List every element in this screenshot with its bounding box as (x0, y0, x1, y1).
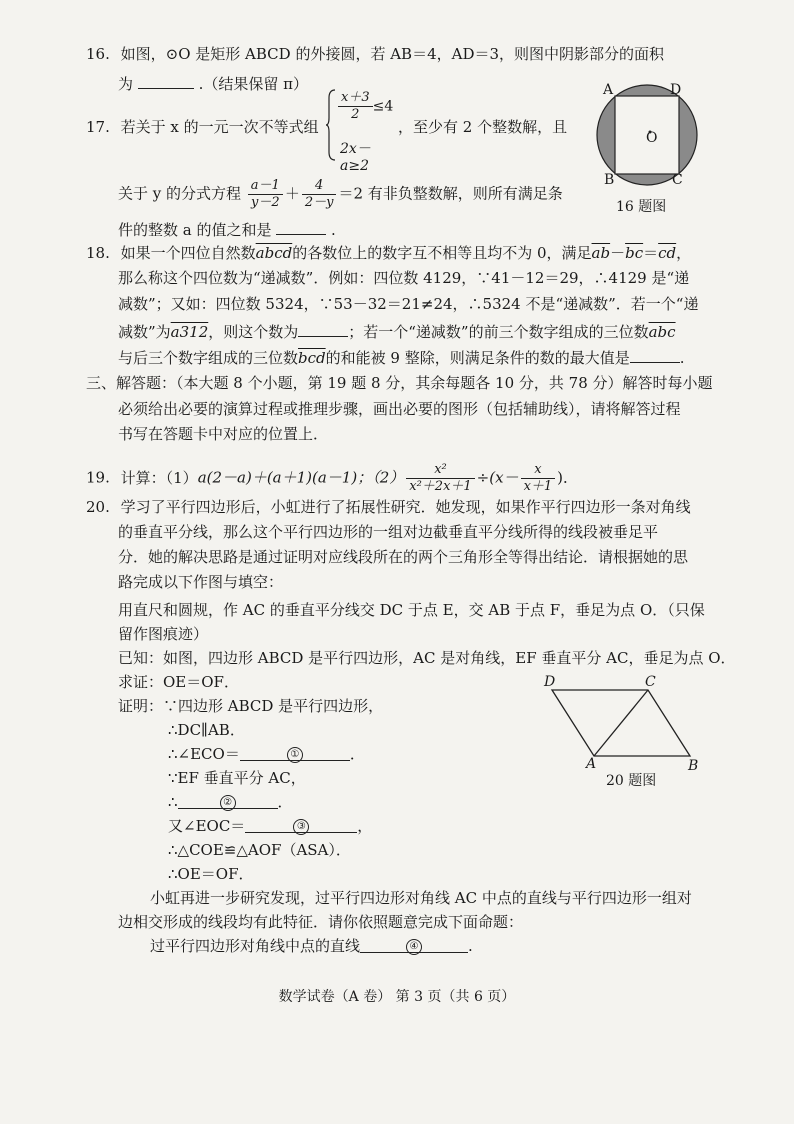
q17-ineq2: 2x－a≥2 (340, 141, 371, 174)
q19-frac-numerator: x² (406, 462, 474, 479)
q20-line10: ∴DC∥AB． (168, 721, 245, 739)
q18-l5-end: . (679, 349, 685, 367)
q18-l1-bc: $\overline{bc}$ (625, 244, 644, 262)
q18-answer-blank-2[interactable] (630, 346, 680, 363)
q18-line5 (118, 346, 685, 368)
q17-number: 17. (86, 118, 110, 136)
q20-l13-pre: ∴ (168, 793, 178, 811)
q16-label-O: O (646, 130, 658, 146)
q20-line9: 证明：∵四边形 ABCD 是平行四边形， (118, 697, 384, 715)
q19-number: 19. (86, 468, 110, 487)
q20-l14-end: ， (357, 817, 373, 835)
q20-line14 (168, 816, 372, 836)
q19-div: ÷(x－ (476, 468, 519, 487)
q20-line6: 留作图痕迹） (118, 625, 209, 643)
q18-l4-a312: a312 (170, 323, 209, 341)
q16-line1 (86, 44, 664, 64)
q20-label-B: B (688, 758, 699, 774)
q17-plus: ＋ (284, 184, 300, 203)
q17-line2-post: ＝2 有非负整数解，则所有满足条 (338, 184, 563, 203)
q16-line2 (118, 72, 308, 94)
q20-line11 (168, 744, 365, 764)
q20-label-C: C (645, 674, 656, 690)
q20-blank-3[interactable] (245, 816, 357, 833)
q17-answer-blank[interactable] (276, 218, 326, 235)
q20-l14-pre: 又∠EOC＝ (168, 817, 246, 835)
q20-l19-end: . (468, 937, 473, 955)
q17-line2-pre: 关于 y 的分式方程 (118, 184, 242, 203)
q16-label-B: B (604, 172, 615, 188)
q19-frac2-numerator: x (521, 462, 556, 479)
q20-line18: 边相交形成的线段均有此特征．请你依照题意完成下面命题： (118, 913, 524, 931)
q20-blank-2[interactable] (178, 792, 278, 809)
q19-frac2-denominator: x＋1 (523, 479, 553, 494)
q18-l1-end: ， (676, 244, 692, 262)
q19-pre: 计算：（1） (120, 468, 198, 487)
q20-line12: ∵EF 垂直平分 AC， (168, 769, 306, 787)
q18-l5-post: 的和能被 9 整除，则满足条件的数的最大值是 (325, 349, 630, 367)
q16-label-A: A (603, 82, 614, 98)
q17-ineq1-relation: ≤4 (372, 98, 394, 115)
q20-blank-1-marker: ① (287, 747, 303, 763)
q17-text-pre: 若关于 x 的一元一次不等式组 (120, 118, 319, 136)
q17-frac1-denominator: y－2 (251, 195, 280, 210)
q20-label-D: D (544, 674, 556, 690)
q18-line1 (86, 243, 691, 263)
q17-line1 (86, 117, 319, 137)
q20-l13-end: ． (277, 793, 293, 811)
q20-blank-4-marker: ④ (406, 939, 422, 955)
q18-line2: 那么称这个四位数为“递减数”．例如：四位数 4129，∵41－12＝29，∴4129 是“递 (118, 269, 690, 287)
q18-l1-eq: ＝ (643, 244, 659, 262)
q20-diagonal-AC (594, 690, 648, 756)
q20-blank-3-marker: ③ (293, 819, 309, 835)
q16-label-D: D (670, 82, 682, 98)
q20-number: 20. (86, 498, 110, 516)
q17-frac1-numerator: a－1 (248, 178, 283, 195)
q17-line3-post: . (331, 221, 336, 239)
q16-answer-blank[interactable] (138, 72, 194, 89)
q20-line17: 小虹再进一步研究发现，过平行四边形对角线 AC 中点的直线与平行四边形一组对 (150, 889, 692, 907)
q18-l5-bcd: $\overline{bcd}$ (298, 349, 326, 367)
q20-caption: 20 题图 (606, 773, 657, 789)
q18-l1-abcd: abcd (255, 244, 293, 262)
q17-ineq1-numerator: x＋3 (338, 90, 373, 107)
q20-line4: 路完成以下作图与填空： (118, 573, 284, 591)
q18-l4-mid: ，则这个数为 (208, 323, 299, 341)
q18-l1-mid: 的各数位上的数字互不相等且均不为 0，满足 (292, 244, 592, 262)
q17-brace (326, 88, 336, 162)
q16-caption: 16 题图 (616, 199, 667, 215)
q20-l11-pre: ∴∠ECO＝ (168, 745, 240, 763)
q17-line2 (118, 178, 563, 211)
q18-l1-cd: $\overline{cd}$ (658, 244, 677, 262)
q20-line7: 已知：如图，四边形 ABCD 是平行四边形，AC 是对角线，EF 垂直平分 AC，垂足为点 O． (118, 649, 736, 667)
q18-answer-blank-1[interactable] (298, 320, 348, 337)
q20-l19-pre: 过平行四边形对角线中点的直线 (150, 937, 361, 955)
section3-instructions-line3: 书写在答题卡中对应的位置上． (118, 425, 329, 443)
q16-number: 16. (86, 45, 110, 63)
q19-line (86, 462, 578, 495)
q20-line3: 分．她的解决思路是通过证明对应线段所在的两个三角形全等得出结论．请根据她的思 (118, 548, 689, 566)
q20-line1 (86, 497, 691, 517)
q16-text-a: 如图，⊙O 是矩形 ABCD 的外接圆，若 AB＝4，AD＝3，则图中阴影部分的面积 (120, 45, 665, 63)
q17-line3 (118, 218, 336, 240)
q18-l1-ab: $\overline{ab}$ (591, 244, 611, 262)
q19-end: )． (557, 468, 579, 487)
q20-l11-end: ． (349, 745, 365, 763)
q17-line3-pre: 件的整数 a 的值之和是 (118, 221, 272, 239)
q16-text-b-pre: 为 (118, 75, 134, 93)
q20-line15: ∴△COE≌△AOF（ASA）． (168, 841, 351, 859)
q18-l5-pre: 与后三个数字组成的三位数 (118, 349, 299, 367)
q19-frac-denominator: x²＋2x＋1 (409, 479, 472, 494)
q17-frac2-numerator: 4 (302, 178, 337, 195)
q20-line2: 的垂直平分线，那么这个平行四边形的一组对边截垂直平分线所得的线段被垂足平 (118, 523, 659, 541)
q20-blank-2-marker: ② (220, 795, 236, 811)
q16-label-C: C (672, 172, 683, 188)
q20-l1-text: 学习了平行四边形后，小虹进行了拓展性研究．她发现，如果作平行四边形一条对角线 (120, 498, 691, 516)
q18-l4-pre: 减数”为 (118, 323, 171, 341)
q18-line3: 减数”；又如：四位数 5324，∵53－32＝21≠24，∴5324 不是“递减数”．若一个“递 (118, 295, 699, 313)
section3-instructions-line1: 三、解答题：（本大题 8 个小题，第 19 题 8 分，其余每题各 10 分，共 78 分）解答时每小题 (86, 374, 713, 392)
page-footer: 数学试卷（A 卷） 第 3 页（共 6 页） (278, 989, 516, 1005)
q20-line19 (150, 936, 473, 956)
q20-line16: ∴OE＝OF． (168, 865, 254, 883)
q20-label-A: A (586, 756, 597, 772)
q20-figure (540, 682, 710, 772)
q20-line13 (168, 792, 293, 812)
q20-blank-4[interactable] (360, 936, 468, 953)
q18-line4 (118, 320, 676, 342)
q17-frac2-denominator: 2－y (304, 195, 334, 210)
q17-ineq1-denominator: 2 (351, 107, 360, 122)
q20-line5: 用直尺和圆规，作 AC 的垂直平分线交 DC 于点 E，交 AB 于点 F，垂足为点 O．（只保 (118, 601, 705, 619)
q16-text-b-post: .（结果保留 π） (198, 75, 308, 93)
q18-number: 18. (86, 244, 110, 262)
q20-blank-1[interactable] (240, 744, 350, 761)
q18-l4-abc: $\overline{abc}$ (648, 323, 676, 341)
q18-l1-pre: 如果一个四位自然数 (120, 244, 256, 262)
q18-l4-post: ；若一个“递减数”的前三个数字组成的三位数 (348, 323, 649, 341)
q17-text-post: ，至少有 2 个整数解，且 (398, 118, 568, 136)
section3-instructions-line2: 必须给出必要的演算过程或推理步骤，画出必要的图形（包括辅助线），请将解答过程 (118, 400, 681, 418)
q18-l1-minus: － (610, 244, 626, 262)
q19-expr1: a(2－a)＋(a＋1)(a－1)；（2） (197, 468, 405, 487)
q17-inequality-system (326, 88, 396, 174)
q20-line8: 求证：OE＝OF． (118, 673, 239, 691)
